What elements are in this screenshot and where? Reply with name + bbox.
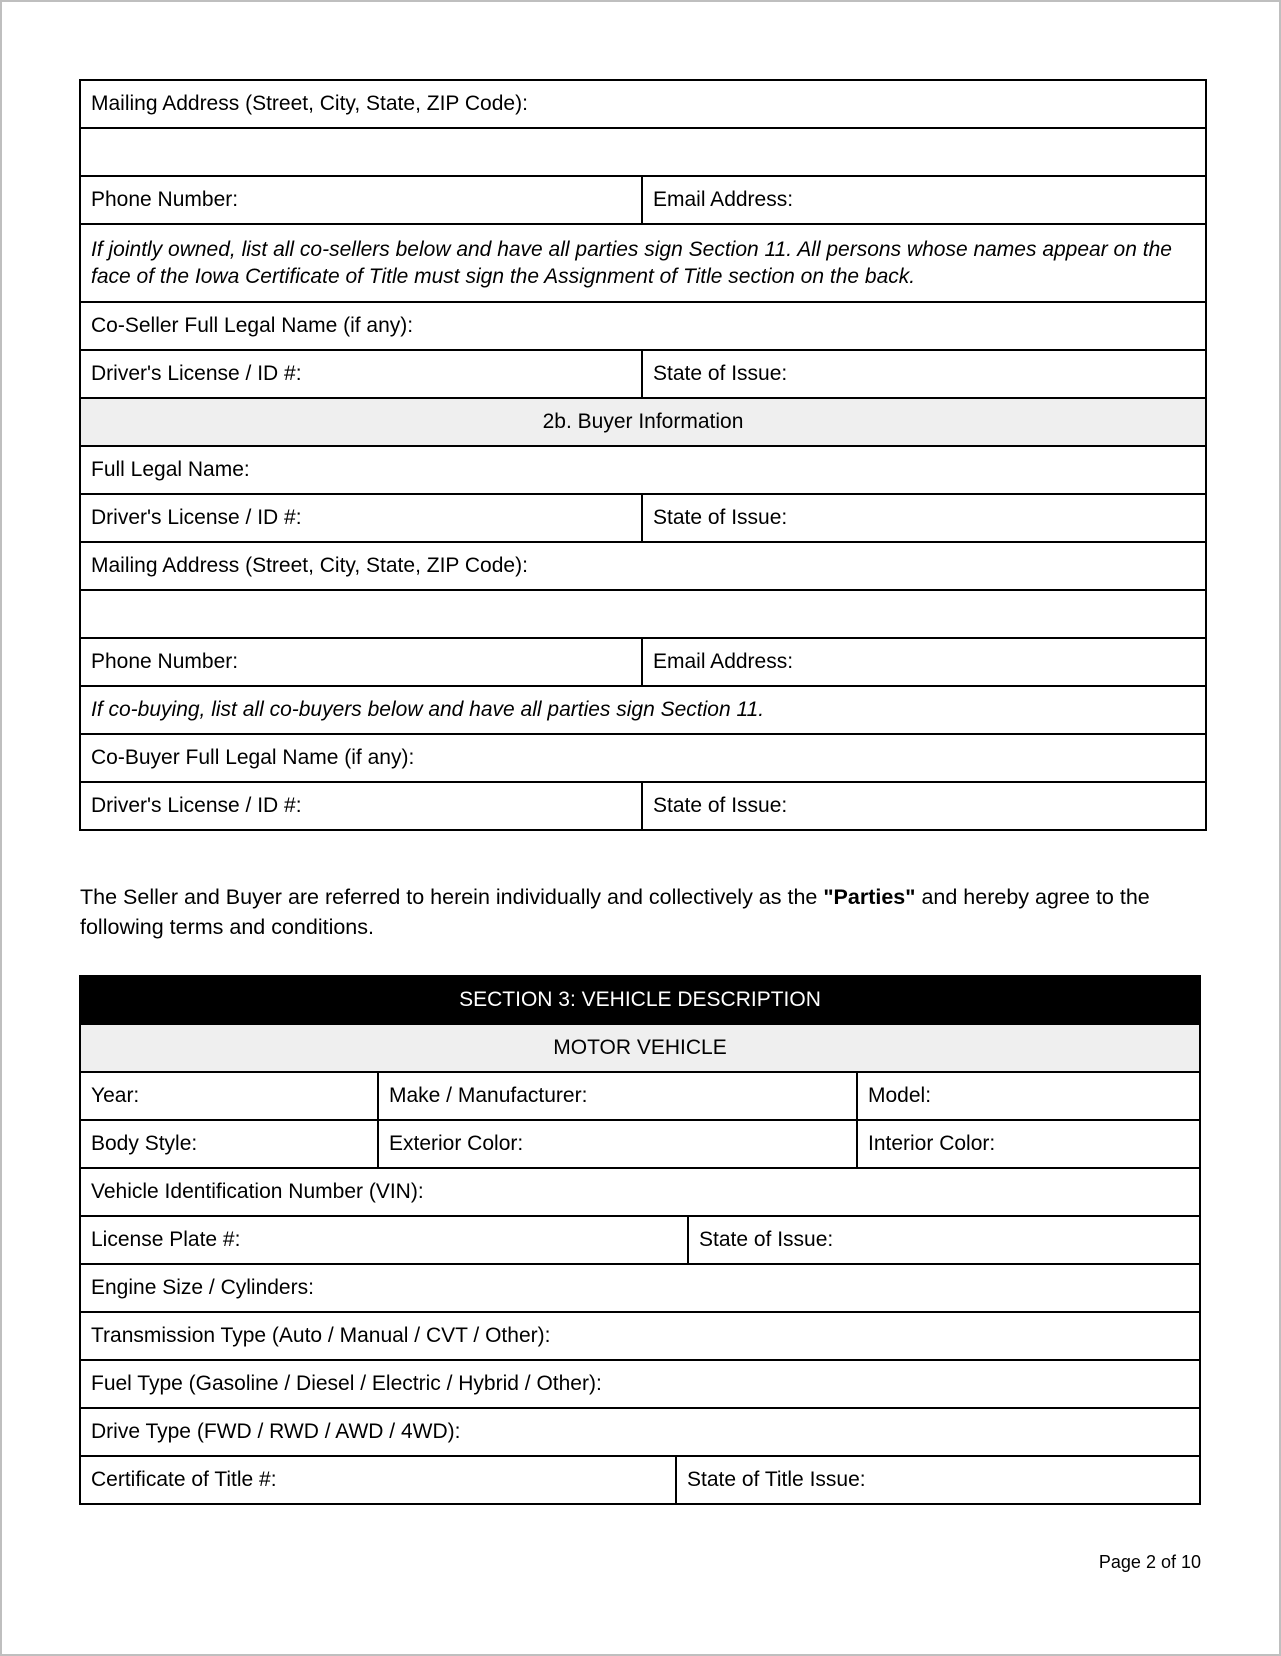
seller-mailing-address-label: Mailing Address (Street, City, State, ZIP Code):: [80, 80, 1206, 128]
page-number: Page 2 of 10: [1098, 1552, 1201, 1572]
transmission-field[interactable]: Transmission Type (Auto / Manual / CVT / Other):: [80, 1312, 1200, 1360]
coseller-license-field[interactable]: Driver's License / ID #:: [80, 350, 642, 398]
parties-paragraph: [80, 882, 1210, 942]
drive-type-field[interactable]: Drive Type (FWD / RWD / AWD / 4WD):: [80, 1408, 1200, 1456]
party-information-table: [79, 79, 1207, 831]
buyer-mailing-address-field[interactable]: [80, 590, 1206, 638]
cobuyer-name-field[interactable]: Co-Buyer Full Legal Name (if any):: [80, 734, 1206, 782]
buyer-license-field[interactable]: Driver's License / ID #:: [80, 494, 642, 542]
seller-mailing-address-field[interactable]: [80, 128, 1206, 176]
cobuyer-state-field[interactable]: State of Issue:: [642, 782, 1206, 830]
buyer-name-field[interactable]: Full Legal Name:: [80, 446, 1206, 494]
model-field[interactable]: Model:: [857, 1072, 1200, 1120]
license-plate-field[interactable]: License Plate #:: [80, 1216, 688, 1264]
parties-text-after: and hereby agree to the following terms and conditions.: [80, 885, 1150, 939]
parties-text-before: The Seller and Buyer are referred to herein individually and collectively as the: [80, 885, 824, 909]
cobuyer-license-field[interactable]: Driver's License / ID #:: [80, 782, 642, 830]
vehicle-description-table: [79, 975, 1201, 1505]
coseller-name-field[interactable]: Co-Seller Full Legal Name (if any):: [80, 302, 1206, 350]
buyer-section-header: 2b. Buyer Information: [80, 398, 1206, 446]
coseller-state-field[interactable]: State of Issue:: [642, 350, 1206, 398]
engine-field[interactable]: Engine Size / Cylinders:: [80, 1264, 1200, 1312]
fuel-type-field[interactable]: Fuel Type (Gasoline / Diesel / Electric / Hybrid / Other):: [80, 1360, 1200, 1408]
buyer-phone-field[interactable]: Phone Number:: [80, 638, 642, 686]
joint-owner-note: If jointly owned, list all co-sellers below and have all parties sign Section 11. All persons whose names appear on the face of the Iowa Certificate of Title must sign the Assignment of Title section on the back.: [80, 224, 1206, 302]
cobuyer-note: If co-buying, list all co-buyers below and have all parties sign Section 11.: [80, 686, 1206, 734]
parties-term: "Parties": [823, 885, 916, 909]
interior-color-field[interactable]: Interior Color:: [857, 1120, 1200, 1168]
section3-title: SECTION 3: VEHICLE DESCRIPTION: [80, 976, 1200, 1024]
body-style-field[interactable]: Body Style:: [80, 1120, 378, 1168]
buyer-mailing-address-label: Mailing Address (Street, City, State, ZIP Code):: [80, 542, 1206, 590]
title-state-field[interactable]: State of Title Issue:: [676, 1456, 1200, 1504]
buyer-state-field[interactable]: State of Issue:: [642, 494, 1206, 542]
exterior-color-field[interactable]: Exterior Color:: [378, 1120, 857, 1168]
plate-state-field[interactable]: State of Issue:: [688, 1216, 1200, 1264]
seller-phone-field[interactable]: Phone Number:: [80, 176, 642, 224]
vin-field[interactable]: Vehicle Identification Number (VIN):: [80, 1168, 1200, 1216]
seller-email-field[interactable]: Email Address:: [642, 176, 1206, 224]
buyer-email-field[interactable]: Email Address:: [642, 638, 1206, 686]
year-field[interactable]: Year:: [80, 1072, 378, 1120]
title-number-field[interactable]: Certificate of Title #:: [80, 1456, 676, 1504]
make-field[interactable]: Make / Manufacturer:: [378, 1072, 857, 1120]
motor-vehicle-header: MOTOR VEHICLE: [80, 1024, 1200, 1072]
